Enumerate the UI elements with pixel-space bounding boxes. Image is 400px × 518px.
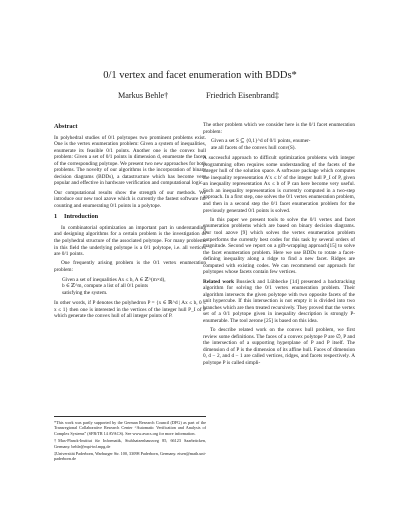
related-work-text: Bussieck and Lübbecke [14] presented a backtracking algorithm for solving the 0/1 vertex enumeration problem. Their algorithm intersects the given polytope with two opposite facets of the unit hypercube. If this intersection is not empty it is divided into two branches which are then treated recursively. They proved that the vertex set of a 0/1 polytope given in inequality description is strongly P-enumerable. The tool zerone [25] is based on this idea.	[203, 278, 356, 324]
author-eisenbrand: Friedrich Eisenbrand‡	[206, 91, 279, 100]
footnote-affiliation-behle: †Max-Planck-Institut für Informatik, Stuhlsatzenhausweg 85, 66123 Saarbrücken, Germany. behle@mpi-inf.mpg.de	[54, 438, 206, 449]
problem-line: ate all facets of the convex hull conv(S).	[211, 144, 296, 151]
left-column	[54, 122, 206, 323]
intro-paragraph: One frequently arising problem is the 0/1 vertex enumeration problem:	[54, 260, 206, 273]
problem-line: Given a set of inequalities Ax ≤ b, A ∈ ℤ^(m×d),	[62, 276, 166, 283]
right-column	[203, 122, 355, 369]
body-paragraph: A successful approach to difficult optimization problems with integer programming often requires some understanding of the facets of the integer hull of the solution space. A software package which computes the inequality representation A′x ≤ b′ of the integer hull P_I of P, given an inequality representation Ax ≤ b of P can here become very useful. Such an inequality representation is currently computed in a two-step approach. In a first step, one solves the 0/1 vertex enumeration problem, and then in a second step the 0/1 facet enumeration problem for the previously generated 0/1 points is solved.	[203, 155, 355, 214]
abstract-paragraph: Our computational results show the strength of our methods. We introduce our new tool azove which is currently the fastest software for counting and enumerating 0/1 points in a polytope.	[54, 189, 206, 209]
footnote-funding: *This work was partly supported by the German Research Council (DFG) as part of the Transregional Collaborative Research Center “Automatic Verification and Analysis of Complex Systems” (SFB/TR 14 AVACS). See www.avacs.org for more information.	[54, 420, 206, 436]
related-work-paragraph	[203, 279, 355, 325]
intro-paragraph: In combinatorial optimization an important part in understanding and designing algorithms for a certain problem is the investigation of the polyhedral structure of the associated polytope. For many problems in this field the underlying polytope is a 0/1 polytope, i.e. all vertices are 0/1 points.	[54, 224, 206, 258]
abstract-heading: Abstract	[54, 123, 78, 130]
related-work-heading: Related work	[203, 278, 235, 285]
section-heading-introduction	[54, 214, 206, 221]
vertex-enumeration-problem-statement	[62, 277, 206, 297]
section-title: Introduction	[64, 213, 99, 221]
section-number: 1	[54, 213, 58, 221]
problem-line: Given a set S ⊆ {0,1}^d of 0/1 points, enumer-	[211, 138, 311, 145]
abstract-paragraph: In polyhedral studies of 0/1 polytopes two prominent problems exist. One is the vertex enumeration problem: Given a system of inequalities, enumerate its feasible 0/1 points. Another one is the convex hull problem: Given a set of 0/1 points in dimension d, enumerate the facets of the corresponding polytope. We present two new approaches for both problems. The novelty of our algorithms is the incorporation of binary decision diagrams (BDDs), a datastructure which has become very popular and effective in hardware verification and computational logic.	[54, 134, 206, 187]
facet-enumeration-problem-statement	[211, 138, 355, 151]
author-behle: Markus Behle†	[118, 91, 169, 100]
paper-title: 0/1 vertex and facet enumeration with BDDs*	[103, 70, 297, 81]
body-paragraph: In this paper we present tools to solve the 0/1 vertex and facet enumeration problems which are based on binary decision diagrams. Our tool azove [9] which solves the vertex enumeration problem outperforms the currently best codes for this task by several orders of magnitude. Second we report on a gift-wrapping approach[15] to solve the facet enumeration problem. Here we use BDDs to rotate a facet-defining inequality along a ridge to find a new facet. Ridges are computed with existing codes. We can recommend our approach for polytopes whose facets contain few vertices.	[203, 216, 355, 276]
body-paragraph: To describe related work on the convex hull problem, we first review some definitions. The faces of a convex polytope P are ∅, P and the intersection of a supporting hyperplane of P and P itself. The dimension d of P is the dimension of its affine hull. Faces of dimension 0, d − 2, and d − 1 are called vertices, ridges, and facets respectively. A polytope P is called simpli-	[203, 327, 355, 366]
footnote-affiliation-eisenbrand: ‡Universität Paderborn, Warburger Str. 100, 33098 Paderborn, Germany. eisen@math.uni-paderborn.de	[54, 451, 206, 462]
footnotes	[54, 416, 206, 464]
problem-line: satisfying the system.	[62, 289, 108, 296]
problem-line: b ∈ ℤ^m, compute a list of all 0/1 points	[62, 283, 149, 290]
intro-paragraph: In other words, if P denotes the polyhedron P = {x ∈ ℝ^d | Ax ≤ b, 0 ≤ x ≤ 1} then one is interested in the vertices of the integer hull P_I of P which generate the convex hull of all integer points of P.	[54, 300, 206, 320]
body-paragraph: The other problem which we consider here is the 0/1 facet enumeration problem:	[203, 122, 355, 135]
